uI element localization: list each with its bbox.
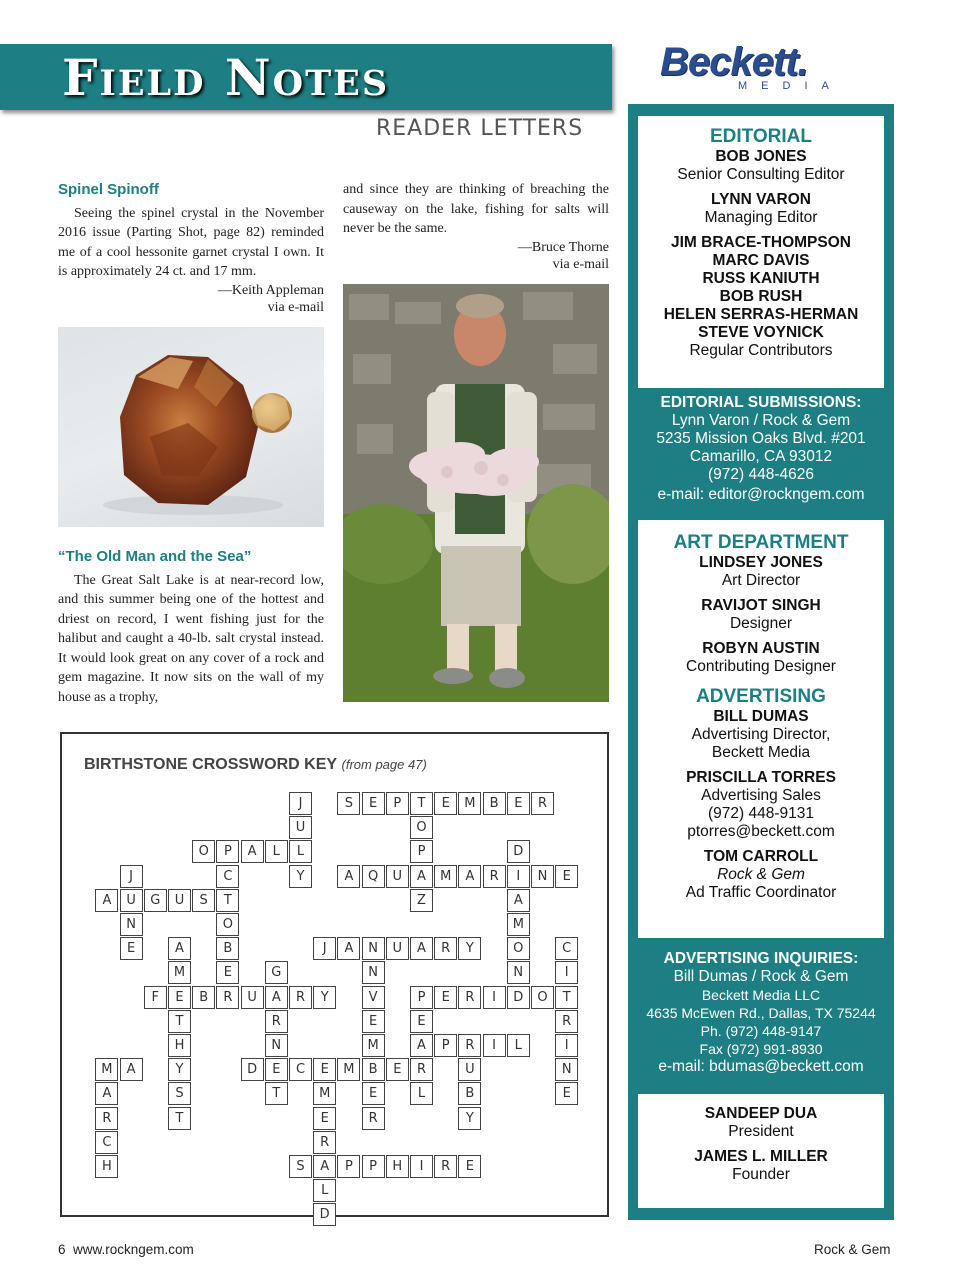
art-heading: ART DEPARTMENT [673, 532, 849, 553]
crossword-cell: I [483, 1034, 506, 1057]
crossword-cell: H [386, 1155, 409, 1178]
crossword-cell: E [434, 792, 457, 815]
crossword-cell: C [555, 937, 578, 960]
crossword-cell: U [168, 889, 191, 912]
executive-role: Founder [732, 1166, 790, 1183]
crossword-cell: J [313, 937, 336, 960]
crossword-cell: R [216, 986, 239, 1009]
crossword-cell: B [216, 937, 239, 960]
crossword-cell: Y [289, 865, 312, 888]
letter-body-continued: and since they are thinking of breaching the causeway on the lake, fishing for salts will never be the same. [343, 182, 609, 236]
crossword-cell: O [192, 840, 215, 863]
crossword-cell: S [337, 792, 360, 815]
crossword-cell: E [555, 865, 578, 888]
crossword-cell: A [120, 1058, 143, 1081]
staff-role: Designer [729, 615, 793, 632]
crossword-cell: M [434, 865, 457, 888]
crossword-cell: R [458, 986, 481, 1009]
crossword-cell: E [362, 792, 385, 815]
crossword-cell: Z [410, 889, 433, 912]
crossword-cell: E [168, 986, 191, 1009]
inquiries-line: Ph. (972) 448-9147 [700, 1023, 822, 1039]
crossword-cell: D [507, 986, 530, 1009]
crossword-subtitle: (from page 47) [341, 757, 427, 772]
crossword-cell: L [507, 1034, 530, 1057]
crossword-cell: M [337, 1058, 360, 1081]
advertising-inquiries [628, 950, 894, 1076]
letter-body: The Great Salt Lake is at near-record low, and this summer being one of the hottest and driest on record, I went fishing just for the halibut and caught a 40-lb. salt crystal instead. It would look great on any cover of a rock and gem magazine. It now sits on the wall of my house as a trophy, [58, 572, 324, 705]
crossword-cell: I [555, 961, 578, 984]
crossword-title-text: BIRTHSTONE CROSSWORD KEY [84, 756, 338, 773]
birthstone-crossword-key [60, 732, 609, 1223]
crossword-cell: T [555, 986, 578, 1009]
crossword-cell: I [483, 986, 506, 1009]
staff-email[interactable]: ptorres@beckett.com [687, 823, 835, 840]
staff-name: LYNN VARON [711, 191, 811, 208]
footer-page-url: 6 www.rockngem.com [58, 1242, 194, 1257]
submissions-heading: EDITORIAL SUBMISSIONS: [660, 394, 862, 411]
executive-name: JAMES L. MILLER [694, 1148, 828, 1165]
inquiries-line: Beckett Media LLC [701, 987, 821, 1003]
staff-role: Ad Traffic Coordinator [685, 884, 837, 901]
crossword-cell: R [531, 792, 554, 815]
staff-role: Advertising Director, [691, 726, 831, 743]
header-banner [0, 44, 612, 110]
crossword-cell: E [265, 1058, 288, 1081]
submissions-line: Camarillo, CA 93012 [689, 448, 833, 465]
staff-role: Rock & Gem [717, 866, 805, 883]
crossword-cell: M [313, 1082, 336, 1105]
crossword-cell: G [144, 889, 167, 912]
staff-name: MARC DAVIS [712, 252, 810, 269]
art-advertising-box [638, 520, 884, 938]
crossword-cell: P [216, 840, 239, 863]
crossword-cell: G [265, 961, 288, 984]
crossword-cell: I [555, 1034, 578, 1057]
crossword-cell: S [289, 1155, 312, 1178]
crossword-cell: V [362, 986, 385, 1009]
crossword-cell: L [265, 840, 288, 863]
crossword-cell: E [362, 1082, 385, 1105]
crossword-cell: R [483, 865, 506, 888]
crossword-cell: L [289, 840, 312, 863]
staff-role: Contributing Designer [686, 658, 836, 675]
executives-box [638, 1094, 884, 1208]
letter-heading: “The Old Man and the Sea” [58, 548, 252, 565]
crossword-cell: U [289, 816, 312, 839]
crossword-cell: A [168, 937, 191, 960]
crossword-cell: Y [168, 1058, 191, 1081]
crossword-cell: M [95, 1058, 118, 1081]
crossword-cell: M [507, 913, 530, 936]
crossword-cell: S [168, 1082, 191, 1105]
staff-name: PRISCILLA TORRES [686, 769, 836, 786]
crossword-cell: T [216, 889, 239, 912]
crossword-cell: U [386, 865, 409, 888]
crossword-cell: T [265, 1082, 288, 1105]
crossword-cell: J [289, 792, 312, 815]
crossword-cell: O [216, 913, 239, 936]
crossword-cell: N [362, 937, 385, 960]
logo-wordmark: Beckett. [660, 40, 808, 84]
staff-name: BOB RUSH [719, 288, 803, 305]
inquiries-line: 4635 McEwen Rd., Dallas, TX 75244 [646, 1005, 876, 1021]
crossword-cell: T [410, 792, 433, 815]
crossword-cell: A [410, 1034, 433, 1057]
crossword-cell: Q [362, 865, 385, 888]
crossword-cell: A [410, 937, 433, 960]
staff-name: LINDSEY JONES [699, 554, 823, 571]
crossword-cell: B [362, 1058, 385, 1081]
crossword-cell: B [192, 986, 215, 1009]
crossword-title [84, 756, 427, 774]
crossword-cell: L [313, 1179, 336, 1202]
crossword-cell: E [313, 1107, 336, 1130]
letter-signature: —Bruce Thorne [517, 239, 609, 255]
crossword-cell: H [168, 1034, 191, 1057]
crossword-cell: C [289, 1058, 312, 1081]
crossword-cell: O [531, 986, 554, 1009]
letter-spinel-spinoff [58, 180, 324, 316]
staff-name: STEVE VOYNICK [698, 324, 824, 341]
inquiries-line: Bill Dumas / Rock & Gem [673, 968, 849, 985]
masthead-sidebar [628, 104, 894, 1220]
letter-signature: —Keith Appleman [217, 282, 324, 298]
page-title: Field Notes [62, 48, 390, 107]
letter-via: via e-mail [552, 256, 609, 272]
crossword-cell: A [507, 889, 530, 912]
footer-magazine-name: Rock & Gem [814, 1242, 891, 1257]
crossword-cell: Y [313, 986, 336, 1009]
staff-name: RAVIJOT SINGH [701, 597, 821, 614]
crossword-cell: R [434, 1155, 457, 1178]
crossword-cell: E [313, 1058, 336, 1081]
crossword-cell: N [507, 961, 530, 984]
submissions-email[interactable]: e-mail: editor@rockngem.com [657, 486, 865, 503]
crossword-cell: A [410, 865, 433, 888]
staff-name: BOB JONES [715, 148, 807, 165]
staff-role: Beckett Media [711, 744, 811, 761]
garnet-crystal-illustration [58, 327, 324, 527]
crossword-cell: P [410, 986, 433, 1009]
crossword-cell: M [458, 792, 481, 815]
beckett-media-logo [658, 40, 864, 94]
crossword-cell: O [410, 816, 433, 839]
crossword-cell: T [168, 1010, 191, 1033]
crossword-cell: R [95, 1107, 118, 1130]
letter-heading: Spinel Spinoff [58, 181, 159, 198]
crossword-cell: R [289, 986, 312, 1009]
crossword-cell: S [192, 889, 215, 912]
logo-subtitle: MEDIA [738, 80, 843, 92]
letter-body: Seeing the spinel crystal in the November 2016 issue (Parting Shot, page 82) reminded me of a cool hessonite garnet crystal I own. It is approximately 24 ct. and 17 mm. [58, 205, 324, 279]
crossword-cell: R [434, 937, 457, 960]
staff-role: Regular Contributors [689, 342, 833, 359]
crossword-cell: E [507, 792, 530, 815]
crossword-cell: Y [458, 937, 481, 960]
crossword-cell: M [362, 1034, 385, 1057]
crossword-cell: P [386, 792, 409, 815]
staff-role: Art Director [721, 572, 801, 589]
letter-continuation [343, 180, 609, 273]
letter-via: via e-mail [267, 299, 324, 315]
executive-role: President [728, 1123, 794, 1140]
crossword-cell: E [555, 1082, 578, 1105]
crossword-cell: A [337, 865, 360, 888]
crossword-cell: N [555, 1058, 578, 1081]
crossword-cell: Y [458, 1107, 481, 1130]
crossword-cell: E [458, 1155, 481, 1178]
inquiries-line: Fax (972) 991-8930 [699, 1041, 823, 1057]
crossword-cell: U [241, 986, 264, 1009]
letter-old-man-and-the-sea [58, 547, 324, 707]
executive-name: SANDEEP DUA [704, 1105, 818, 1122]
crossword-cell: M [168, 961, 191, 984]
crossword-cell: A [95, 889, 118, 912]
crossword-cell: U [120, 889, 143, 912]
submissions-line: Lynn Varon / Rock & Gem [671, 412, 851, 429]
crossword-cell: J [120, 865, 143, 888]
editorial-box [638, 116, 884, 388]
crossword-cell: A [313, 1155, 336, 1178]
crossword-cell: P [337, 1155, 360, 1178]
inquiries-email[interactable]: e-mail: bdumas@beckett.com [658, 1058, 864, 1075]
advertising-heading: ADVERTISING [696, 686, 826, 707]
crossword-cell: D [313, 1203, 336, 1226]
staff-role: Managing Editor [704, 209, 818, 226]
crossword-cell: I [507, 865, 530, 888]
editorial-heading: EDITORIAL [709, 126, 813, 147]
crossword-cell: R [313, 1131, 336, 1154]
crossword-cell: A [458, 865, 481, 888]
section-label: READER LETTERS [376, 116, 584, 141]
crossword-cell: L [410, 1082, 433, 1105]
staff-name: RUSS KANIUTH [702, 270, 820, 287]
crossword-cell: U [458, 1058, 481, 1081]
crossword-cell: N [362, 961, 385, 984]
crossword-cell: F [144, 986, 167, 1009]
crossword-cell: A [95, 1082, 118, 1105]
crossword-cell: D [241, 1058, 264, 1081]
crossword-cell: B [483, 792, 506, 815]
man-with-salt-crystal-illustration [343, 284, 609, 702]
crossword-cell: R [362, 1107, 385, 1130]
inquiries-heading: ADVERTISING INQUIRIES: [663, 950, 859, 967]
editorial-submissions [628, 394, 894, 504]
crossword-cell: P [434, 1034, 457, 1057]
crossword-cell: C [216, 865, 239, 888]
crossword-cell: A [337, 937, 360, 960]
crossword-cell: U [386, 937, 409, 960]
crossword-cell: A [241, 840, 264, 863]
staff-name: JIM BRACE-THOMPSON [671, 234, 851, 251]
crossword-cell: E [410, 1010, 433, 1033]
crossword-cell: O [507, 937, 530, 960]
staff-phone: (972) 448-9131 [708, 805, 814, 822]
crossword-cell: H [95, 1155, 118, 1178]
staff-role: Advertising Sales [701, 787, 821, 804]
crossword-cell: D [507, 840, 530, 863]
crossword-cell: N [120, 913, 143, 936]
crossword-cell: R [458, 1034, 481, 1057]
crossword-cell: E [386, 1058, 409, 1081]
crossword-cell: R [265, 1010, 288, 1033]
crossword-cell: E [120, 937, 143, 960]
crossword-cell: E [362, 1010, 385, 1033]
crossword-cell: A [265, 986, 288, 1009]
crossword-cell: N [531, 865, 554, 888]
crossword-cell: E [434, 986, 457, 1009]
crossword-cell: E [216, 961, 239, 984]
crossword-cell: B [458, 1082, 481, 1105]
crossword-cell: R [555, 1010, 578, 1033]
crossword-cell: R [410, 1058, 433, 1081]
garnet-crystal-photo [58, 327, 324, 527]
crossword-cell: N [265, 1034, 288, 1057]
crossword-cell: C [95, 1131, 118, 1154]
staff-name: ROBYN AUSTIN [702, 640, 820, 657]
submissions-line: 5235 Mission Oaks Blvd. #201 [656, 430, 866, 447]
crossword-cell: P [362, 1155, 385, 1178]
submissions-line: (972) 448-4626 [708, 466, 814, 483]
staff-name: BILL DUMAS [713, 708, 809, 725]
man-with-salt-crystal-photo [343, 284, 609, 702]
crossword-cell: I [410, 1155, 433, 1178]
crossword-cell: T [168, 1107, 191, 1130]
crossword-cell: P [410, 840, 433, 863]
staff-role: Senior Consulting Editor [677, 166, 845, 183]
staff-name: HELEN SERRAS-HERMAN [663, 306, 859, 323]
staff-name: TOM CARROLL [703, 848, 819, 865]
